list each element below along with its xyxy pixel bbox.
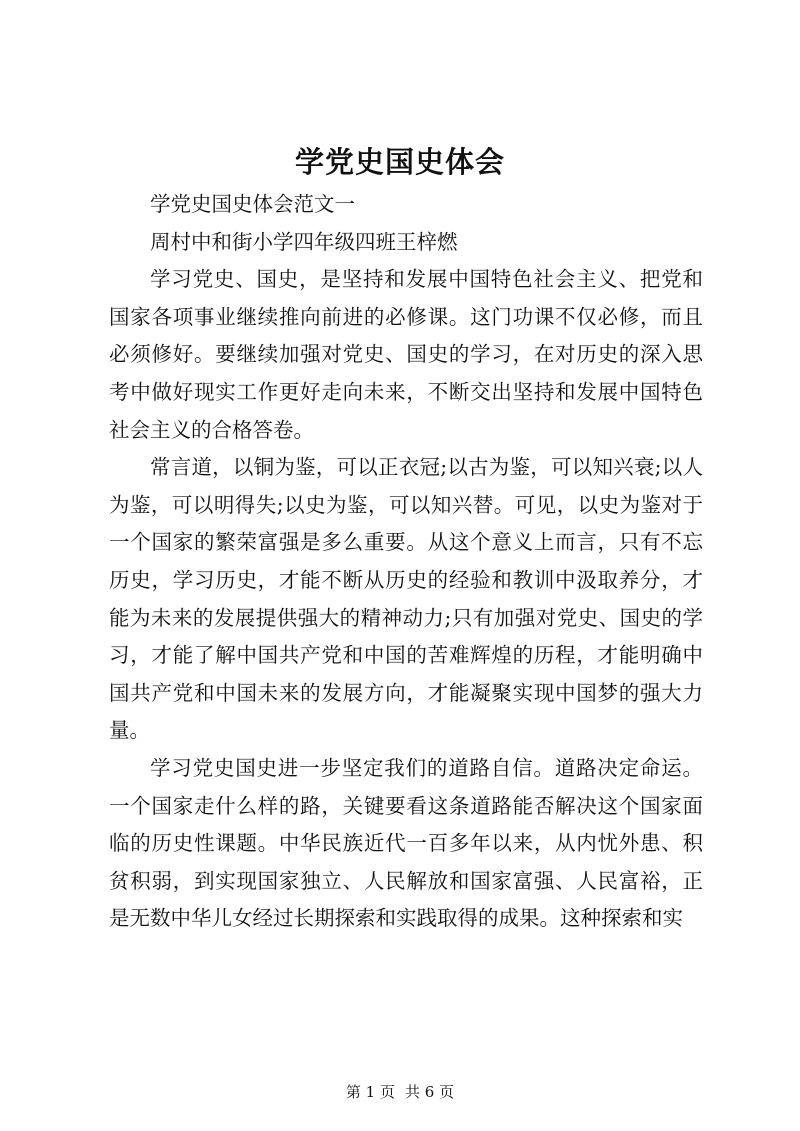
body-paragraph: 常言道，以铜为鉴，可以正衣冠;以古为鉴，可以知兴衰;以人为鉴，可以明得失;以史为鉴，可以知兴替。可见，以史为鉴对于一个国家的繁荣富强是多么重要。从这个意义上而言，只有不忘历史，学习历史，才能不断从历史的经验和教训中汲取养分，才能为未来的发展提供强大的精神动力;只有加强对党史、国史的学习，才能了解中国共产党和中国的苦难辉煌的历程，才能明确中国共产党和中国未来的发展方向，才能凝聚实现中国梦的强大力量。: [109, 455, 703, 743]
body-paragraph: 学习党史国史进一步坚定我们的道路自信。道路决定命运。一个国家走什么样的路，关键要看这条道路能否解决这个国家面临的历史性课题。中华民族近代一百多年以来，从内忧外患、积贫积弱，到实现国家独立、人民解放和国家富强、人民富裕，正是无数中华儿女经过长期探索和实践取得的成果。这种探索和实: [109, 755, 703, 931]
document-title: 学党史国史体会: [294, 145, 505, 179]
body-paragraph: 学习党史、国史，是坚持和发展中国特色社会主义、把党和国家各项事业继续推向前进的必修课。这门功课不仅必修，而且必须修好。要继续加强对党史、国史的学习，在对历史的深入思考中做好现实工作更好走向未来，不断交出坚持和发展中国特色社会主义的合格答卷。: [109, 267, 703, 442]
subtitle-paragraph: 学党史国史体会范文一: [150, 192, 355, 216]
document-body: [109, 186, 703, 938]
page-total: 共 6 页: [405, 1083, 455, 1101]
author-paragraph: 周村中和街小学四年级四班王梓燃: [150, 229, 458, 254]
page-number: 第 1 页: [345, 1083, 395, 1101]
page-footer: [0, 1082, 800, 1102]
